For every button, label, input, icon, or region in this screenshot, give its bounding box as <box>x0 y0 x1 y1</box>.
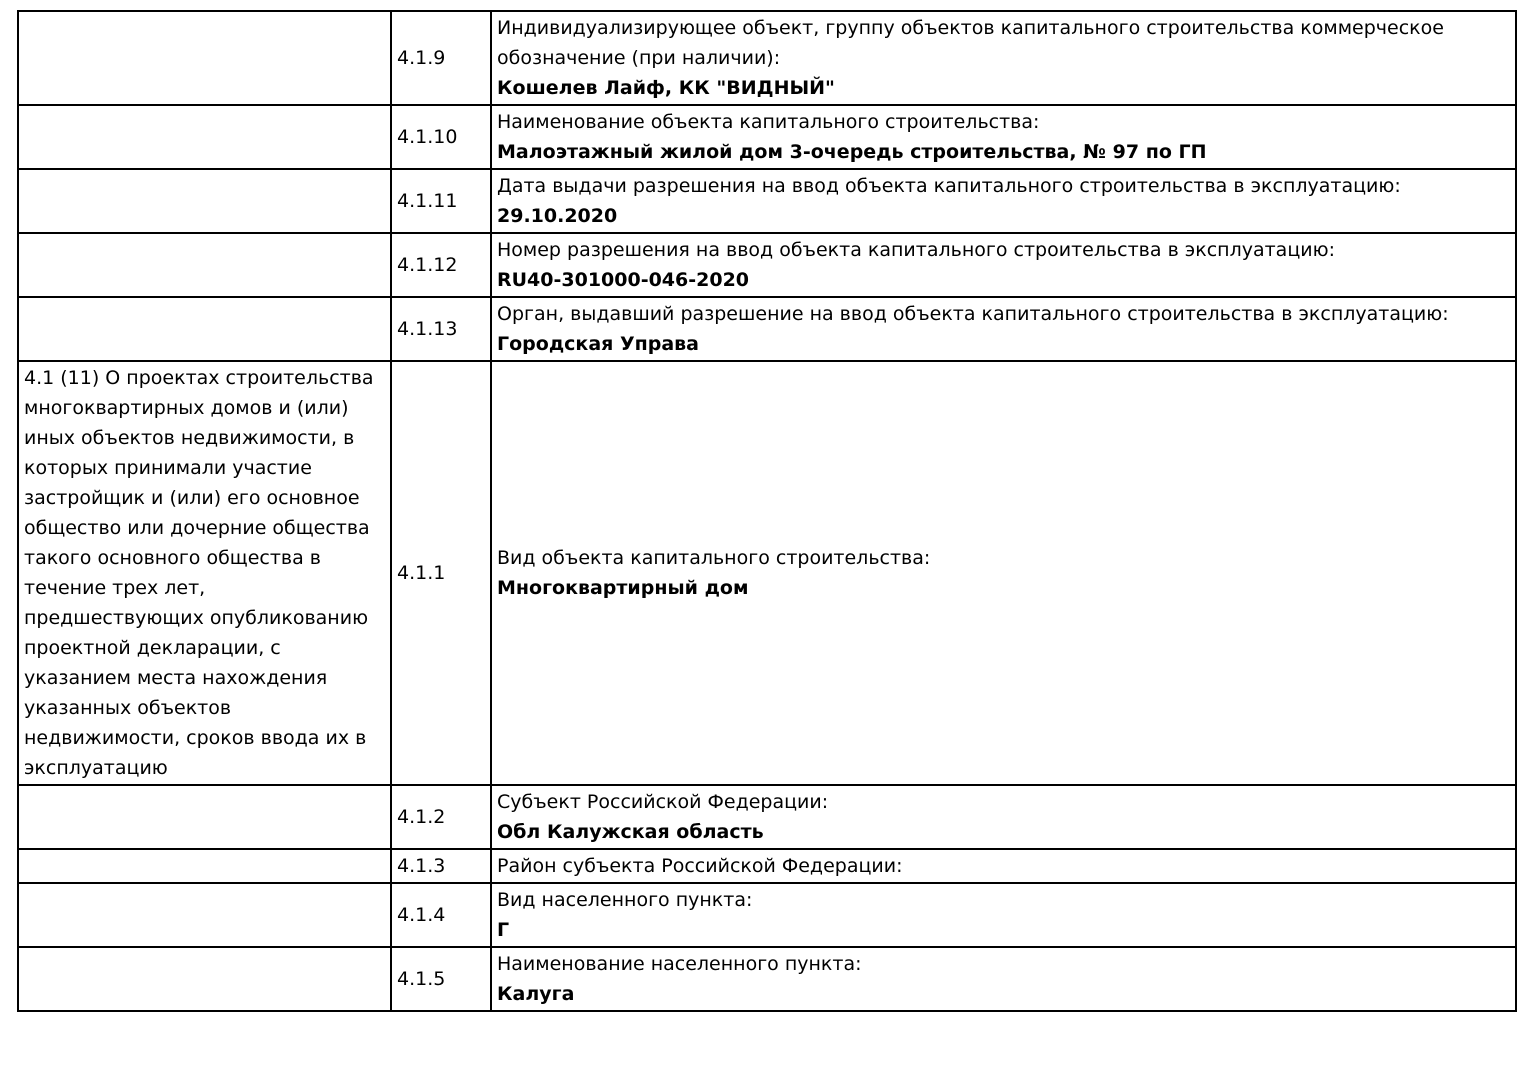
field-label: Наименование объекта капитального строительства: <box>497 111 1040 133</box>
field-label: Район субъекта Российской Федерации: <box>497 855 903 877</box>
table-row <box>18 361 1516 785</box>
field-cell <box>491 883 1516 947</box>
field-cell <box>491 361 1516 785</box>
field-cell <box>491 105 1516 169</box>
code-cell: 4.1.1 <box>391 361 491 785</box>
code-cell: 4.1.9 <box>391 11 491 105</box>
section-cell: 4.1 (11) О проектах строительства многоквартирных домов и (или) иных объектов недвижимости, в которых принимали участие застройщик и (или) его основное общество или дочерние общества такого основного общества в течение трех лет, предшествующих опубликованию проектной декларации, с указанием места нахождения указанных объектов недвижимости, сроков ввода их в эксплуатацию <box>18 361 391 785</box>
code-cell: 4.1.11 <box>391 169 491 233</box>
section-cell <box>18 11 391 105</box>
field-cell <box>491 849 1516 883</box>
code-cell: 4.1.2 <box>391 785 491 849</box>
field-cell <box>491 169 1516 233</box>
field-value: Городская Управа <box>497 333 699 355</box>
code-cell: 4.1.13 <box>391 297 491 361</box>
field-cell <box>491 785 1516 849</box>
field-label: Субъект Российской Федерации: <box>497 791 829 813</box>
table-row <box>18 233 1516 297</box>
field-cell <box>491 11 1516 105</box>
field-value: Калуга <box>497 983 575 1005</box>
section-cell <box>18 169 391 233</box>
field-cell <box>491 297 1516 361</box>
field-label: Индивидуализирующее объект, группу объектов капитального строительства коммерческое обозначение (при наличии): <box>497 17 1444 69</box>
section-cell <box>18 883 391 947</box>
table-row <box>18 785 1516 849</box>
section-cell <box>18 297 391 361</box>
field-cell <box>491 947 1516 1011</box>
table-row <box>18 105 1516 169</box>
code-cell: 4.1.10 <box>391 105 491 169</box>
code-cell: 4.1.3 <box>391 849 491 883</box>
table-row <box>18 849 1516 883</box>
field-label: Дата выдачи разрешения на ввод объекта капитального строительства в эксплуатацию: <box>497 175 1401 197</box>
field-value: Многоквартирный дом <box>497 577 749 599</box>
section-cell <box>18 849 391 883</box>
section-cell <box>18 233 391 297</box>
field-label: Вид населенного пункта: <box>497 889 753 911</box>
field-label: Наименование населенного пункта: <box>497 953 862 975</box>
field-value: RU40-301000-046-2020 <box>497 269 750 291</box>
table-row <box>18 883 1516 947</box>
section-cell <box>18 105 391 169</box>
field-cell <box>491 233 1516 297</box>
field-value: Малоэтажный жилой дом 3-очередь строительства, № 97 по ГП <box>497 141 1207 163</box>
field-value: Обл Калужская область <box>497 821 764 843</box>
field-label: Вид объекта капитального строительства: <box>497 547 931 569</box>
table-row <box>18 11 1516 105</box>
table-row <box>18 297 1516 361</box>
code-cell: 4.1.12 <box>391 233 491 297</box>
field-value: 29.10.2020 <box>497 205 618 227</box>
field-label: Номер разрешения на ввод объекта капитального строительства в эксплуатацию: <box>497 239 1335 261</box>
code-cell: 4.1.5 <box>391 947 491 1011</box>
declaration-table <box>17 10 1517 1012</box>
field-value: Кошелев Лайф, КК "ВИДНЫЙ" <box>497 77 835 99</box>
section-cell <box>18 785 391 849</box>
table-row <box>18 169 1516 233</box>
field-value: Г <box>497 919 510 941</box>
table-row <box>18 947 1516 1011</box>
section-cell <box>18 947 391 1011</box>
field-label: Орган, выдавший разрешение на ввод объекта капитального строительства в эксплуатацию: <box>497 303 1449 325</box>
code-cell: 4.1.4 <box>391 883 491 947</box>
declaration-table-body <box>18 11 1516 1011</box>
